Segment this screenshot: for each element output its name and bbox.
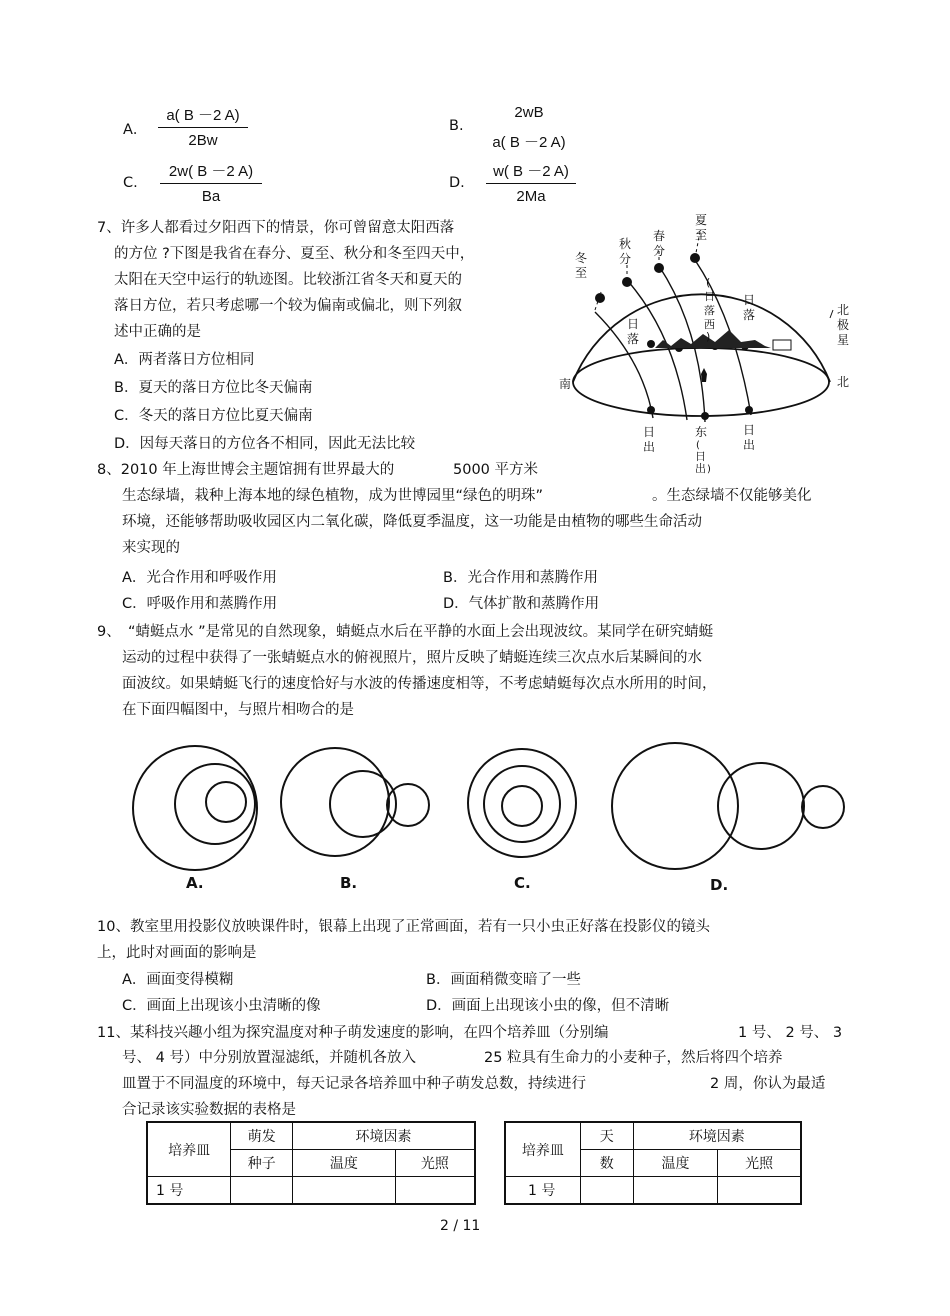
label-xiazhi-2: 至 <box>695 228 708 242</box>
label-richu-left-2: 出 <box>643 440 656 454</box>
q6-option-a-label: A． <box>123 122 148 138</box>
ripple-d-medium <box>718 763 804 849</box>
numerator: w( B －2 A) <box>493 163 569 180</box>
data-table-2 <box>504 1121 802 1205</box>
denominator: 2Bw <box>158 127 248 149</box>
q10-option-b: B．画面稍微变暗了一些 <box>426 972 581 988</box>
ripple-label-b: B. <box>340 874 358 892</box>
label-riluo-left-1: 日 <box>627 317 640 331</box>
label-beijixing-2: 极 <box>837 318 850 332</box>
label-nan: 南 <box>559 377 572 391</box>
table1-header-germ-2: 种子 <box>231 1150 293 1177</box>
label-dongzhi-1: 冬 <box>575 251 588 265</box>
q6-option-c-fraction <box>160 160 262 205</box>
numerator: 2w( B －2 A) <box>168 163 254 180</box>
q6-option-d-label: D. <box>449 175 465 191</box>
q6-option-d-fraction <box>486 160 576 205</box>
q9-line-3: 面波纹。如果蜻蜓飞行的速度恰好与水波的传播速度相等，不考虑蜻蜓每次点水所用的时间， <box>122 676 717 692</box>
table2-header-light: 光照 <box>718 1150 801 1177</box>
q8-line-2b: 。生态绿墙不仅能够美化 <box>652 488 812 504</box>
q7-line-3: 太阳在天空中运行的轨迹图。比较浙江省冬天和夏天的 <box>114 272 462 288</box>
ripple-a-inner <box>206 782 246 822</box>
label-riluoxi-5: ) <box>706 330 711 343</box>
ripple-c-middle <box>484 766 560 842</box>
sun-icon <box>622 277 632 287</box>
q6-option-b-label: B. <box>449 118 464 134</box>
horizon-buildings <box>655 330 771 348</box>
table2-cell <box>633 1177 718 1205</box>
q6-option-a-fraction <box>158 104 248 149</box>
label-bei: 北 <box>837 375 850 389</box>
q8-line-2a: 生态绿墙，栽种上海本地的绿色植物，成为世博园里“绿色的明珠” <box>122 488 544 504</box>
q9-line-1b: “蜻蜓点水 ”是常见的自然现象，蜻蜓点水后在平静的水面上会出现波纹。某同学在研究蜻蜓 <box>128 624 714 640</box>
label-riluoxi-4: 西 <box>704 318 715 331</box>
table1-row-1: 1 号 <box>147 1177 231 1205</box>
beijixing-pointer <box>830 310 833 318</box>
denominator: 2Ma <box>486 183 576 205</box>
q11-line-3a: 皿置于不同温度的环境中，每天记录各培养皿中种子萌发总数，持续进行 <box>122 1076 586 1092</box>
label-dong-3: 日 <box>695 450 706 463</box>
q10-line-2: 上，此时对画面的影响是 <box>97 945 257 961</box>
winter-path <box>595 312 653 418</box>
label-dong-5: ) <box>707 464 711 475</box>
ripple-c-inner <box>502 786 542 826</box>
numerator: a( B －2 A) <box>166 107 240 124</box>
sun-icon <box>595 293 605 303</box>
table2-header-days-2: 数 <box>580 1150 633 1177</box>
observer-icon <box>701 368 707 382</box>
q8-line-1a: 8、2010 年上海世博会主题馆拥有世界最大的 <box>97 462 395 478</box>
q10-option-a: A．画面变得模糊 <box>122 972 234 988</box>
q8-option-d: D．气体扩散和蒸腾作用 <box>443 596 600 612</box>
q8-line-1b: 5000 平方米 <box>453 462 539 478</box>
sun-icon <box>745 406 753 414</box>
sun-icon <box>647 340 655 348</box>
building-icon <box>773 340 791 350</box>
sun-icon <box>647 406 655 414</box>
table2-cell <box>580 1177 633 1205</box>
label-dong-1: 东 <box>695 425 708 439</box>
q6-option-c-label: C. <box>123 175 138 191</box>
q6-option-b-fraction <box>484 104 574 152</box>
table1-header-temp: 温度 <box>293 1150 396 1177</box>
q7-line-4: 落日方位，若只考虑哪一个较为偏南或偏北，则下列叙 <box>114 298 462 314</box>
q7-line-5: 述中正确的是 <box>114 324 201 340</box>
label-riluo-left-2: 落 <box>627 332 640 346</box>
table1-header-env: 环境因素 <box>293 1122 475 1150</box>
denominator: a( B －2 A) <box>492 134 566 151</box>
label-dongzhi-2: 至 <box>575 266 588 280</box>
label-richu-right-1: 日 <box>743 423 756 437</box>
q9-line-4: 在下面四幅图中，与照片相吻合的是 <box>122 702 354 718</box>
ripple-label-d: D. <box>710 876 729 894</box>
label-riluo-right-2: 落 <box>743 308 756 322</box>
label-richu-left-1: 日 <box>643 425 656 439</box>
ripple-label-a: A. <box>186 874 204 892</box>
denominator: Ba <box>160 183 262 205</box>
q10-option-d: D．画面上出现该小虫的像，但不清晰 <box>426 998 670 1014</box>
q11-line-2a: 号、 4 号）中分别放置湿滤纸，并随机各放入 <box>122 1050 416 1066</box>
label-beijixing-1: 北 <box>837 303 850 317</box>
q10-line-1: 10、教室里用投影仪放映课件时，银幕上出现了正常画面，若有一只小虫正好落在投影仪的镜头 <box>97 919 710 935</box>
sun-icon <box>690 253 700 263</box>
q11-line-1b: 1 号、 2 号、 3 <box>738 1025 843 1041</box>
q11-line-4: 合记录该实验数据的表格是 <box>122 1102 296 1118</box>
label-chunfen-2: 分 <box>653 244 666 258</box>
q9-line-1a: 9、 <box>97 624 121 640</box>
ripple-diagrams <box>130 740 850 895</box>
table1-cell <box>293 1177 396 1205</box>
table2-header-env: 环境因素 <box>633 1122 801 1150</box>
table2-row-1: 1 号 <box>505 1177 580 1205</box>
q7-line-2: 的方位 ?下图是我省在春分、夏至、秋分和冬至四天中， <box>114 246 475 262</box>
q8-line-4: 来实现的 <box>122 540 180 556</box>
q7-option-a: A．两者落日方位相同 <box>114 352 255 368</box>
label-xiazhi-1: 夏 <box>695 213 708 227</box>
q11-line-2b: 25 粒具有生命力的小麦种子，然后将四个培养 <box>484 1050 783 1066</box>
q11-line-3b: 2 周，你认为最适 <box>710 1076 826 1092</box>
q9-line-2: 运动的过程中获得了一张蜻蜓点水的俯视照片，照片反映了蜻蜓连续三次点水后某瞬间的水 <box>122 650 702 666</box>
ripple-d-large <box>612 743 738 869</box>
table1-header-dish: 培养皿 <box>147 1122 231 1177</box>
data-table-1 <box>146 1121 476 1205</box>
label-riluoxi-3: 落 <box>704 304 715 317</box>
ripple-a-middle <box>175 764 255 844</box>
table2-cell <box>718 1177 801 1205</box>
label-riluoxi-2: 日 <box>704 290 715 303</box>
q10-option-c: C．画面上出现该小虫清晰的像 <box>122 998 321 1014</box>
q8-option-b: B．光合作用和蒸腾作用 <box>443 570 598 586</box>
label-qiufen-2: 分 <box>619 252 632 266</box>
label-riluoxi-1: ( <box>706 276 711 289</box>
q7-line-1: 7、许多人都看过夕阳西下的情景，你可曾留意太阳西落 <box>97 220 455 236</box>
table1-cell <box>231 1177 293 1205</box>
sun-icon <box>654 263 664 273</box>
table2-header-days-1: 天 <box>580 1122 633 1150</box>
table1-header-light: 光照 <box>395 1150 475 1177</box>
numerator: 2wB <box>514 104 544 121</box>
label-dong-4: 出 <box>695 462 706 475</box>
q8-line-3: 环境，还能够帮助吸收园区内二氧化碳，降低夏季温度，这一功能是由植物的哪些生命活动 <box>122 514 702 530</box>
sun-path-diagram <box>555 210 855 475</box>
ripple-b-large <box>281 748 389 856</box>
label-richu-right-2: 出 <box>743 438 756 452</box>
table2-header-dish: 培养皿 <box>505 1122 580 1177</box>
ripple-d-small <box>802 786 844 828</box>
q8-option-c: C．呼吸作用和蒸腾作用 <box>122 596 278 612</box>
q11-line-1a: 11、某科技兴趣小组为探究温度对种子萌发速度的影响，在四个培养皿（分别编 <box>97 1025 609 1041</box>
table1-cell <box>395 1177 475 1205</box>
q8-option-a: A．光合作用和呼吸作用 <box>122 570 277 586</box>
q7-option-b: B．夏天的落日方位比冬天偏南 <box>114 380 313 396</box>
table2-header-temp: 温度 <box>633 1150 718 1177</box>
ripple-label-c: C. <box>514 874 531 892</box>
label-qiufen-1: 秋 <box>619 237 632 251</box>
table1-header-germ-1: 萌发 <box>231 1122 293 1150</box>
page-number: 2 / 11 <box>440 1218 481 1234</box>
label-dong-2: ( <box>696 440 700 451</box>
ripple-a-outer <box>133 746 257 870</box>
q7-option-d: D．因每天落日的方位各不相同，因此无法比较 <box>114 436 416 452</box>
ripple-b-small <box>387 784 429 826</box>
label-chunfen-1: 春 <box>653 229 666 243</box>
q7-option-c: C．冬天的落日方位比夏天偏南 <box>114 408 313 424</box>
sun-icon <box>701 412 709 420</box>
label-beijixing-3: 星 <box>837 333 850 347</box>
label-riluo-right-1: 日 <box>743 293 756 307</box>
